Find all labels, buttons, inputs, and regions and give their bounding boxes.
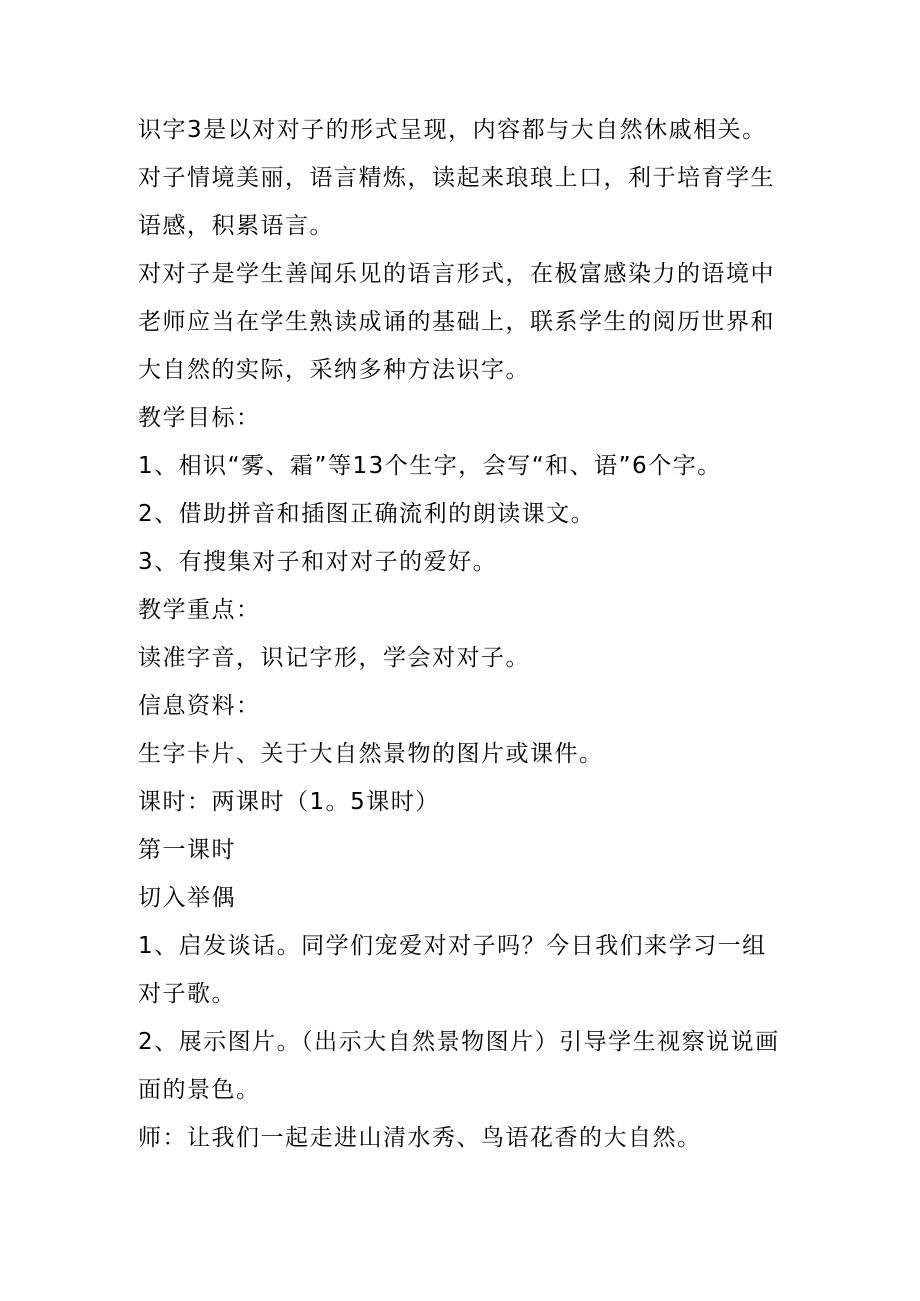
step-item-1: 1、启发谈话。同学们宠爱对对子吗？今日我们来学习一组对子歌。 [138,933,767,1007]
materials-text: 生字卡片、关于大自然景物的图片或课件。 [138,741,604,767]
goal-item-2: 2、借助拼音和插图正确流利的朗读课文。 [138,501,596,527]
heading-teaching-goals: 教学目标： [138,405,261,431]
heading-materials: 信息资料： [138,693,261,719]
document-body [138,106,788,1162]
paragraph-intro-1: 识字3是以对对子的形式呈现，内容都与大自然休戚相关。对子情境美丽，语言精炼，读起来琅琅上口，利于培育学生语感，积累语言。 [138,117,775,239]
heading-introduction: 切入举偶 [138,885,236,911]
heading-teaching-focus: 教学重点： [138,597,261,623]
step-item-2: 2、展示图片。（出示大自然景物图片）引导学生视察说说画面的景色。 [138,1029,780,1103]
goal-item-1: 1、相识“雾、霜”等13个生字，会写“和、语”6个字。 [138,453,722,479]
teacher-line: 师：让我们一起走进山清水秀、鸟语花香的大自然。 [138,1125,702,1151]
goal-item-3: 3、有搜集对子和对对子的爱好。 [138,549,498,575]
paragraph-intro-2: 对对子是学生善闻乐见的语言形式，在极富感染力的语境中老师应当在学生熟读成诵的基础上，联系学生的阅历世界和大自然的实际，采纳多种方法识字。 [138,261,775,383]
heading-first-lesson: 第一课时 [138,837,236,863]
focus-text: 读准字音，识记字形，学会对对子。 [138,645,530,671]
class-hours: 课时：两课时（1。5课时） [138,789,440,815]
